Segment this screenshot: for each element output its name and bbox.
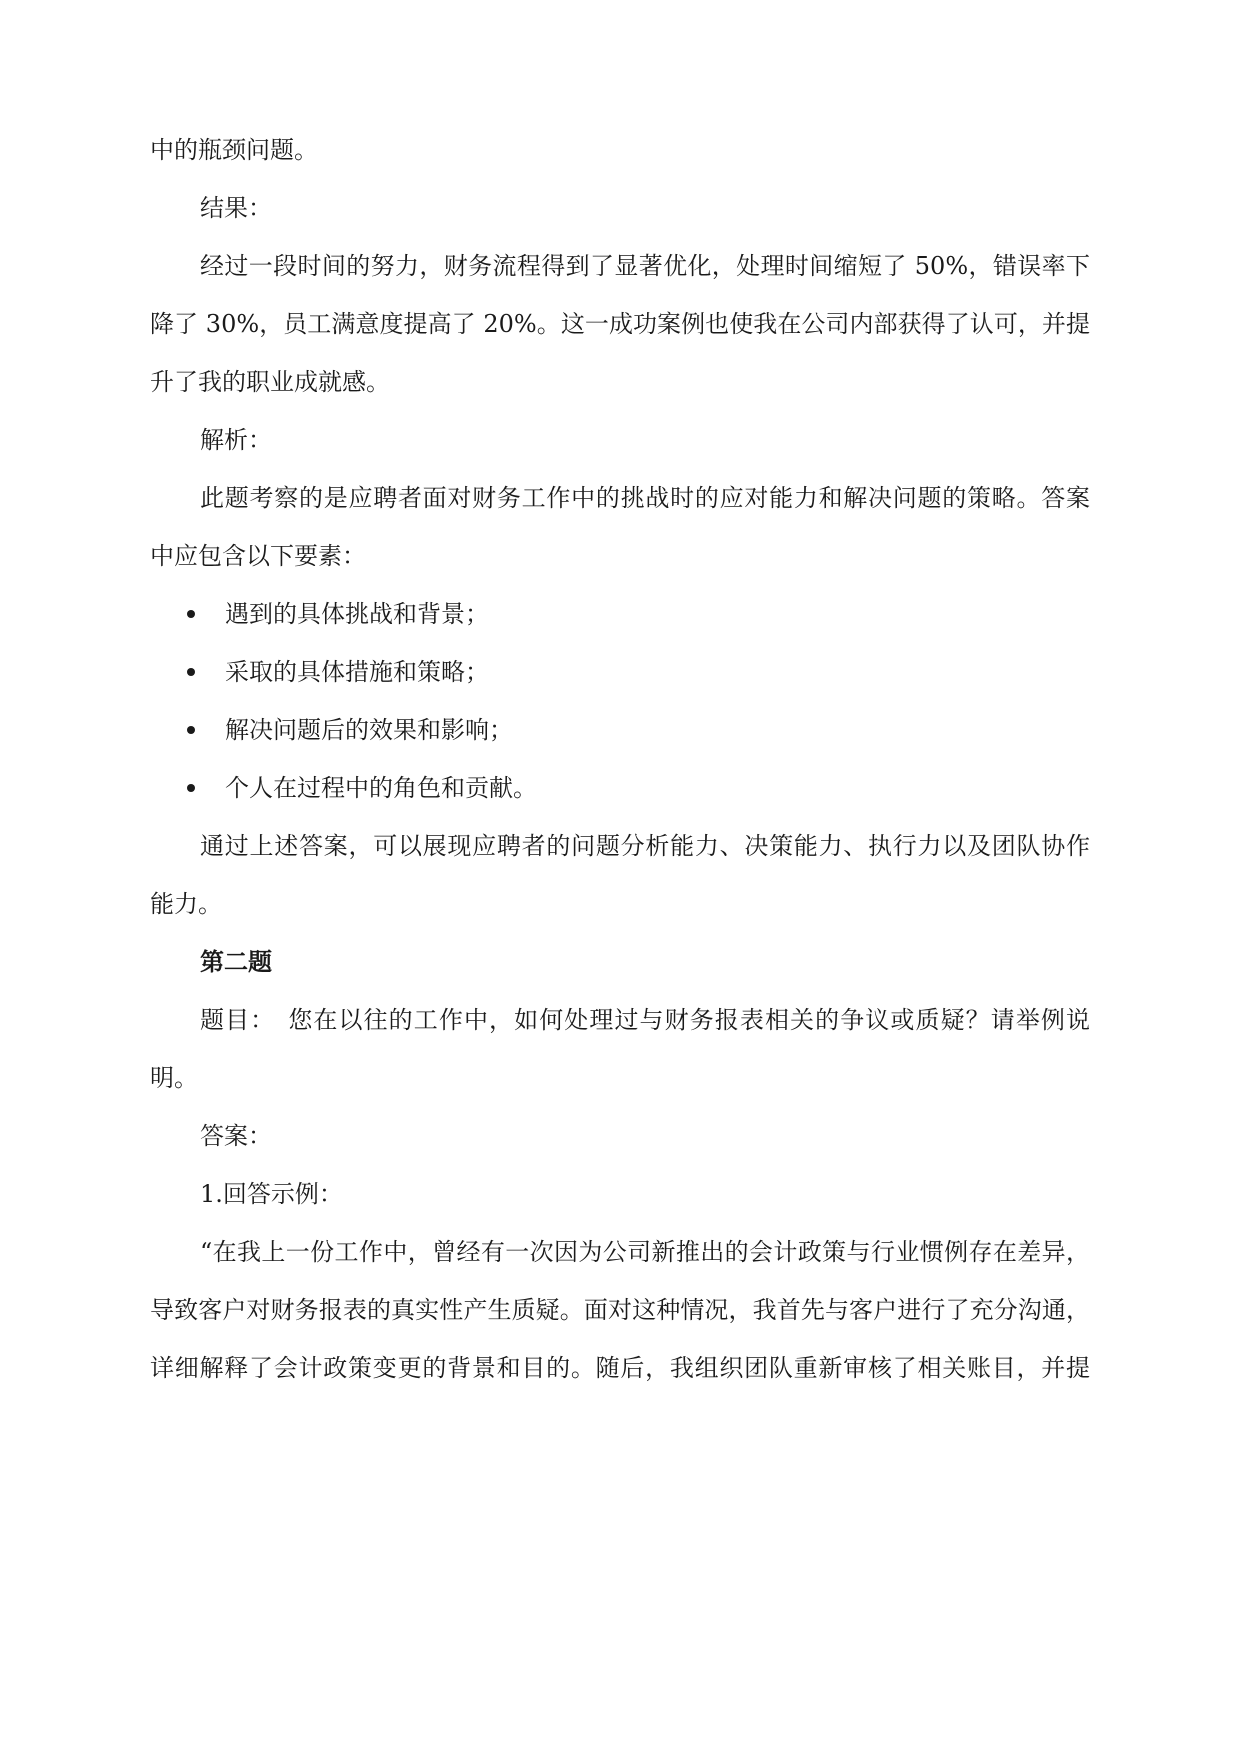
analysis-heading: 解析： <box>200 426 272 454</box>
answer-heading: 答案： <box>200 1122 272 1150</box>
paragraph-line: 升了我的职业成就感。 <box>150 368 390 396</box>
paragraph-line: 经过一段时间的努力，财务流程得到了显著优化，处理时间缩短了 50%，错误率下 <box>200 252 1090 280</box>
paragraph-line: 通过上述答案，可以展现应聘者的问题分析能力、决策能力、执行力以及团队协作 <box>200 832 1090 860</box>
paragraph-line: 降了 30%，员工满意度提高了 20%。这一成功案例也使我在公司内部获得了认可，并提 <box>150 310 1090 338</box>
paragraph-line: “在我上一份工作中，曾经有一次因为公司新推出的会计政策与行业惯例存在差异， <box>200 1238 1090 1266</box>
list-item: 解决问题后的效果和影响； <box>225 716 513 744</box>
bullet-icon <box>187 610 195 618</box>
section-title: 第二题 <box>200 948 272 976</box>
paragraph-line: 详细解释了会计政策变更的背景和目的。随后，我组织团队重新审核了相关账目，并提 <box>150 1354 1090 1382</box>
paragraph-line: 导致客户对财务报表的真实性产生质疑。面对这种情况，我首先与客户进行了充分沟通， <box>150 1296 1090 1324</box>
list-item: 遇到的具体挑战和背景； <box>225 600 489 628</box>
list-item: 采取的具体措施和策略； <box>225 658 489 686</box>
question-line: 题目： 您在以往的工作中，如何处理过与财务报表相关的争议或质疑？请举例说 <box>200 1006 1090 1034</box>
bullet-icon <box>187 726 195 734</box>
bullet-icon <box>187 784 195 792</box>
answer-item-label: 1.回答示例： <box>200 1180 343 1208</box>
paragraph-line: 中的瓶颈问题。 <box>150 136 318 164</box>
result-heading: 结果： <box>200 194 272 222</box>
bullet-icon <box>187 668 195 676</box>
list-item: 个人在过程中的角色和贡献。 <box>225 774 537 802</box>
question-line: 明。 <box>150 1064 198 1092</box>
paragraph-line: 能力。 <box>150 890 222 918</box>
paragraph-line: 此题考察的是应聘者面对财务工作中的挑战时的应对能力和解决问题的策略。答案 <box>200 484 1090 512</box>
paragraph-line: 中应包含以下要素： <box>150 542 366 570</box>
